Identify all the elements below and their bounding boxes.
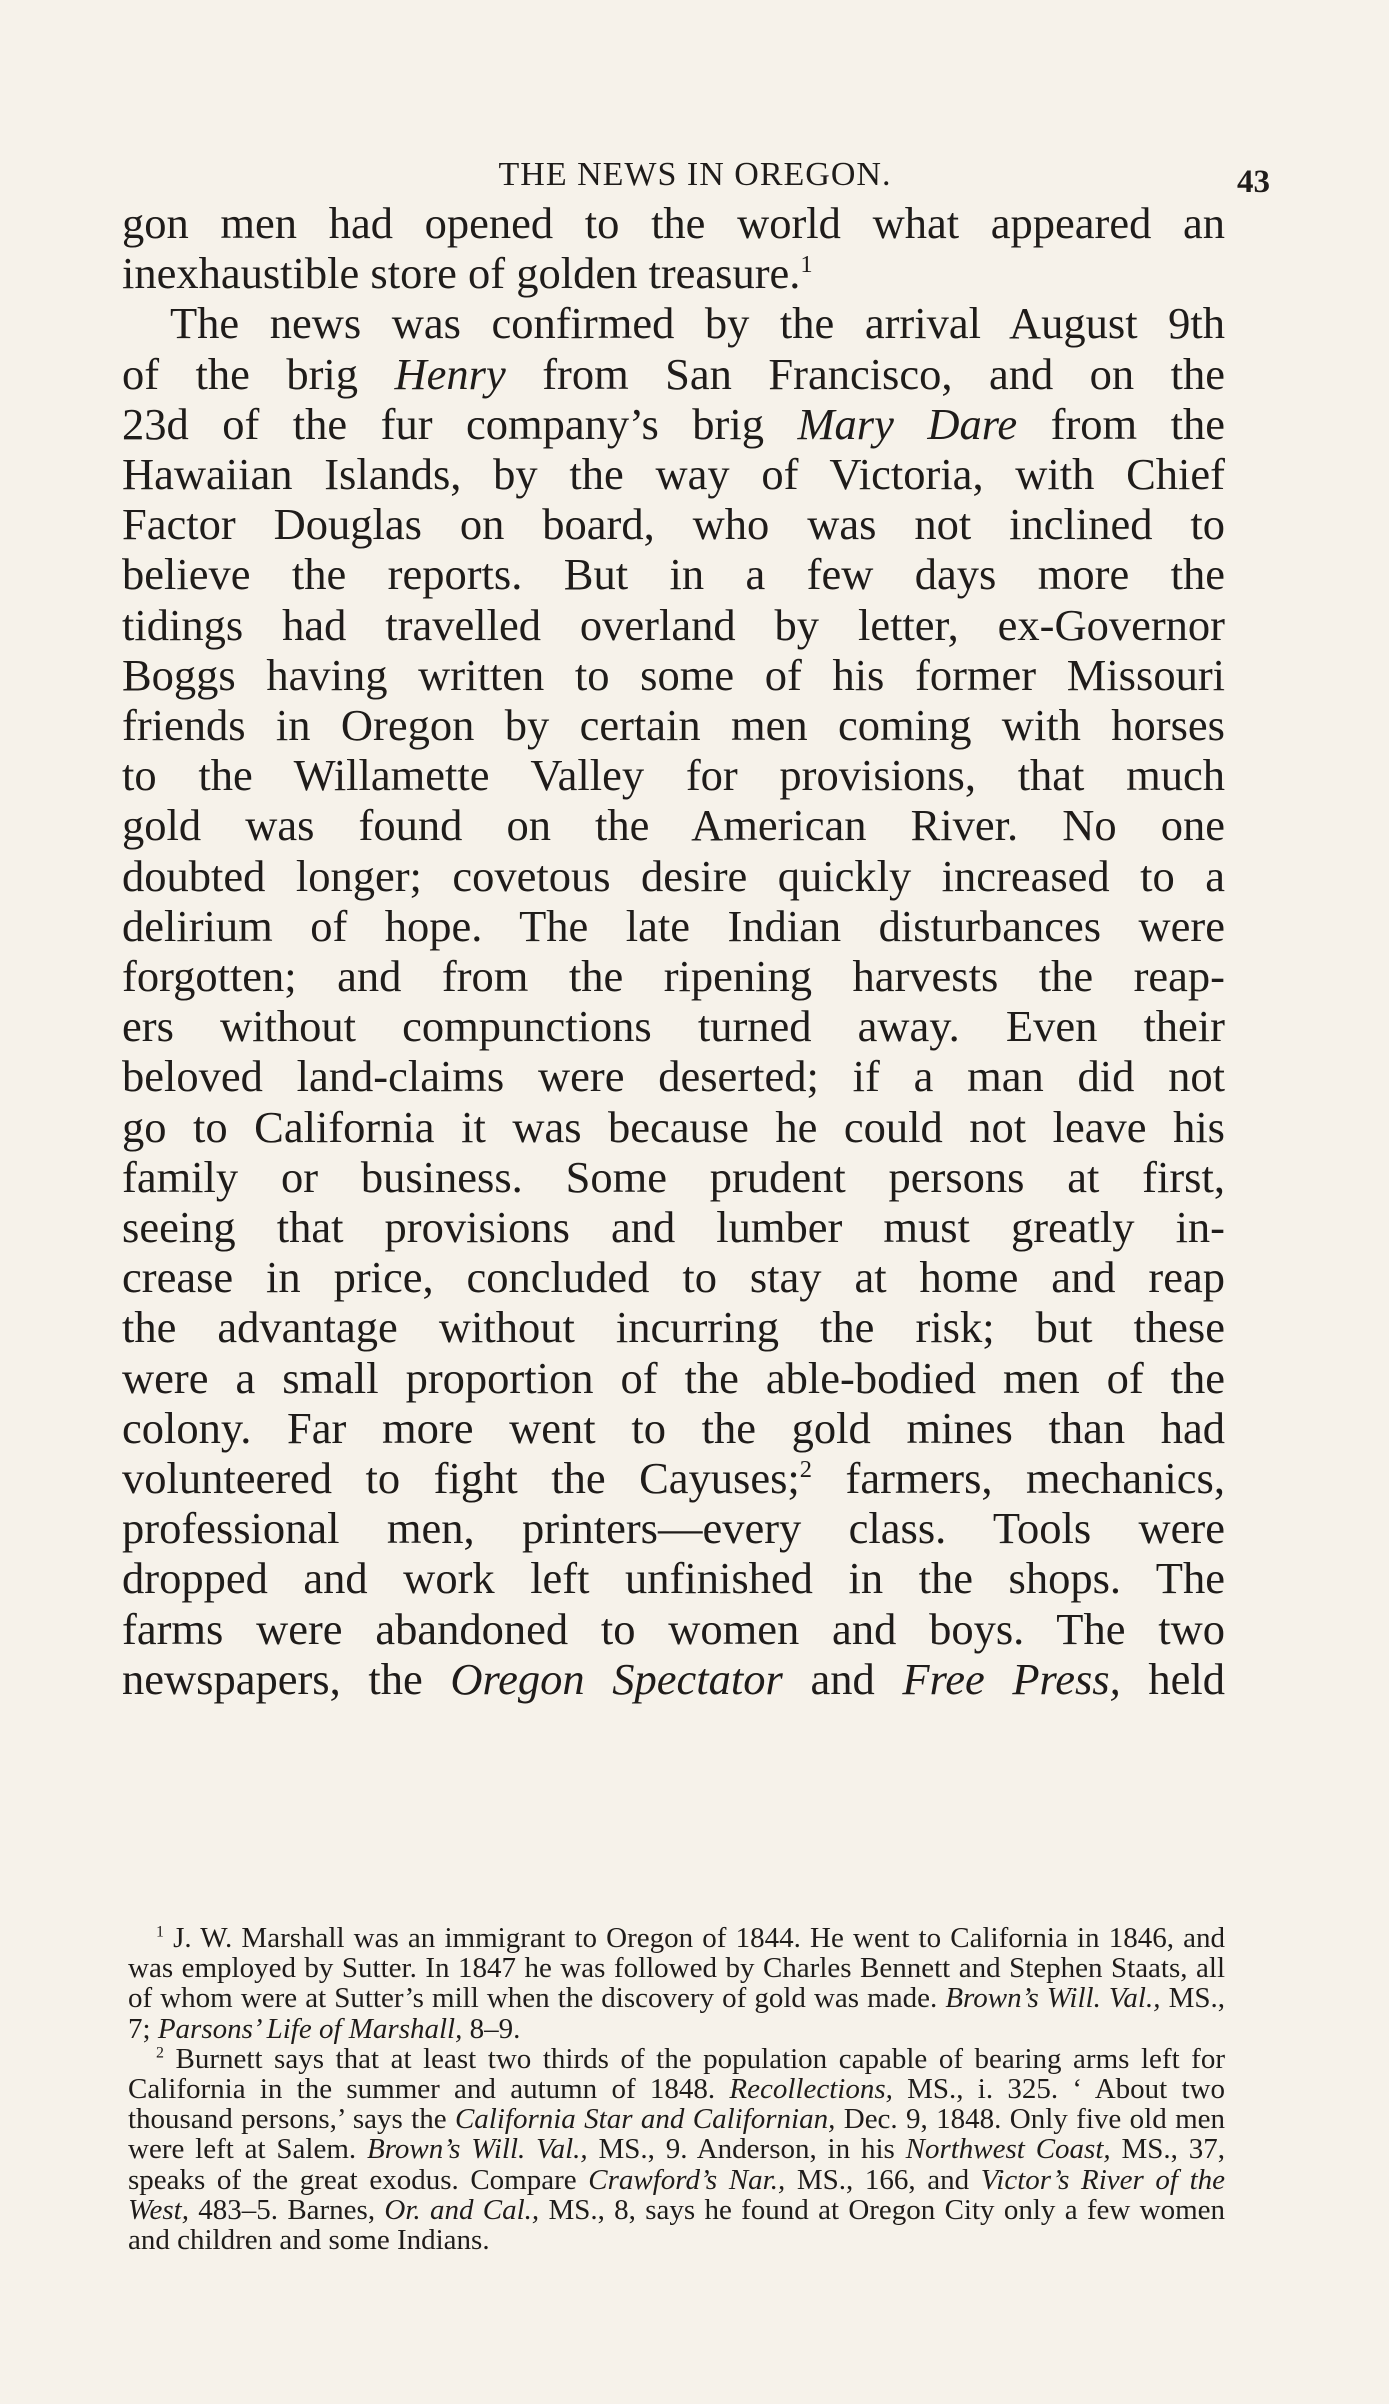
text-run: MS., 9. Anderson, in his <box>587 2133 906 2166</box>
footnote-ref: 1 <box>156 1923 164 1941</box>
text-line <box>122 1503 1225 1553</box>
text-line <box>122 650 1225 700</box>
text-run: MS., 37, speaks of the great exodus. Compare <box>128 2133 1225 2196</box>
text-run: 23d of the fur company’s brig <box>122 398 798 449</box>
italic-text: Parsons’ Life of Marshall, <box>157 2012 463 2045</box>
text-run: MS., 166, and <box>785 2163 981 2196</box>
text-run: MS., 8, says he found at Oregon City only a few women and children and some Indians. <box>128 2193 1226 2257</box>
text-run: from San Francisco, and on the <box>505 348 1225 399</box>
text-line <box>122 1202 1225 1252</box>
text-line <box>122 750 1225 800</box>
italic-text: Crawford’s Nar., <box>588 2163 786 2196</box>
text-run: colony. Far more went to the gold mines than had <box>122 1402 1225 1453</box>
text-line <box>122 851 1225 901</box>
text-run: held <box>1120 1653 1225 1704</box>
text-line <box>122 399 1225 449</box>
text-run: J. W. Marshall was an immigrant to Oregon of 1844. He went to California in 1846, and was employed by Sutter. In 1847 he was followed by Charles Bennett and Stephen Staats, all of whom were at Sutter’s mill when the discovery of gold was made. <box>128 1922 1225 2015</box>
text-run: delirium of hope. The late Indian disturbances were <box>122 900 1225 951</box>
italic-text: Brown’s Will. Val., <box>366 2133 588 2166</box>
text-line <box>122 800 1225 850</box>
text-run: MS., 7; <box>128 1982 1225 2045</box>
text-line <box>122 449 1225 499</box>
italic-text: Henry <box>394 348 506 399</box>
text-run: Factor Douglas on board, who was not inclined to <box>122 499 1225 550</box>
text-run: The news was confirmed by the arrival August 9th <box>170 298 1225 349</box>
text-line <box>122 700 1225 750</box>
footnote-2 <box>128 2044 1225 2255</box>
text-run: to the Willamette Valley for provisions, that much <box>122 750 1225 801</box>
text-run: the advantage without incurring the risk; but these <box>122 1302 1225 1353</box>
text-run: ers without compunctions turned away. Even their <box>122 1001 1225 1052</box>
text-run: beloved land-claims were deserted; if a man did not <box>122 1051 1225 1102</box>
text-run: farms were abandoned to women and boys. The two <box>122 1603 1225 1654</box>
italic-text: Brown’s Will. Val., <box>945 1982 1161 2015</box>
text-line <box>122 198 1225 248</box>
text-run: MS., i. 325. ‘ About two thousand persons,’ says the <box>128 2073 1225 2136</box>
text-line <box>122 248 1225 298</box>
text-line <box>122 1102 1225 1152</box>
text-run: go to California it was because he could not leave his <box>122 1101 1225 1152</box>
text-line <box>122 1051 1225 1101</box>
text-line <box>122 1654 1225 1704</box>
text-line <box>122 1152 1225 1202</box>
running-head <box>120 150 1270 202</box>
footnote-ref: 1 <box>800 251 813 279</box>
footnotes <box>128 1923 1225 2255</box>
italic-text: Oregon Spectator <box>450 1653 783 1704</box>
text-run: forgotten; and from the ripening harvests the reap- <box>122 951 1225 1002</box>
text-run: from the <box>1017 398 1225 449</box>
text-run: farmers, mechanics, <box>812 1453 1225 1504</box>
italic-text: Or. and Cal., <box>384 2193 540 2226</box>
text-line <box>122 600 1225 650</box>
body-text <box>122 198 1225 1704</box>
text-run: family or business. Some prudent persons at first, <box>122 1151 1225 1202</box>
text-line <box>122 1453 1225 1503</box>
text-line <box>122 1604 1225 1654</box>
text-run: doubted longer; covetous desire quickly increased to a <box>122 850 1225 901</box>
text-run: and <box>782 1653 903 1704</box>
italic-text: California Star and Californian, <box>454 2103 836 2136</box>
text-run: Dec. 9, 1848. Only five old men were left at Salem. <box>128 2103 1225 2166</box>
text-line <box>122 1252 1225 1302</box>
text-line <box>122 1001 1225 1051</box>
italic-text: Recollections, <box>729 2073 893 2106</box>
text-line <box>122 499 1225 549</box>
text-run: tidings had travelled overland by letter, ex-Governor <box>122 599 1225 650</box>
text-line <box>122 1353 1225 1403</box>
text-run: crease in price, concluded to stay at home and reap <box>122 1252 1225 1303</box>
text-run: 8–9. <box>462 2012 521 2045</box>
text-line <box>122 549 1225 599</box>
text-line <box>122 951 1225 1001</box>
text-run: dropped and work left unfinished in the shops. The <box>122 1553 1225 1604</box>
text-run: seeing that provisions and lumber must greatly in- <box>122 1202 1225 1253</box>
text-run: volunteered to fight the Cayuses; <box>122 1453 800 1504</box>
text-run: gold was found on the American River. No one <box>122 800 1225 851</box>
text-line <box>122 298 1225 348</box>
text-run: 483–5. Barnes, <box>188 2193 385 2226</box>
footnote-ref: 2 <box>799 1456 813 1484</box>
text-line <box>122 1302 1225 1352</box>
text-run: Boggs having written to some of his former Missouri <box>122 649 1225 700</box>
text-run: were a small proportion of the able-bodied men of the <box>122 1352 1225 1403</box>
text-line <box>122 901 1225 951</box>
italic-text: Free Press, <box>902 1653 1121 1704</box>
text-run: of the brig <box>122 348 395 399</box>
text-run: Burnett says that at least two thirds of the population capable of bearing arms left for California in the summer and autumn of 1848. <box>128 2042 1225 2106</box>
text-run: friends in Oregon by certain men coming with horses <box>122 700 1225 751</box>
italic-text: Victor’s River of the West, <box>128 2163 1225 2226</box>
text-run: newspapers, the <box>122 1653 451 1704</box>
text-run: inexhaustible store of golden treasure. <box>122 248 801 299</box>
italic-text: Mary Dare <box>797 398 1018 449</box>
italic-text: Northwest Coast, <box>905 2133 1111 2166</box>
text-run: Hawaiian Islands, by the way of Victoria, with Chief <box>122 449 1225 500</box>
footnote-1 <box>128 1923 1225 2044</box>
text-line <box>122 1553 1225 1603</box>
text-run: gon men had opened to the world what appeared an <box>122 198 1225 248</box>
text-run: believe the reports. But in a few days more the <box>122 549 1225 600</box>
footnote-ref: 2 <box>156 2044 164 2062</box>
text-line <box>122 349 1225 399</box>
page-number: 43 <box>1237 164 1270 200</box>
running-title: THE NEWS IN OREGON. <box>498 156 892 193</box>
text-line <box>122 1403 1225 1453</box>
text-run: professional men, printers—every class. Tools were <box>122 1503 1225 1554</box>
